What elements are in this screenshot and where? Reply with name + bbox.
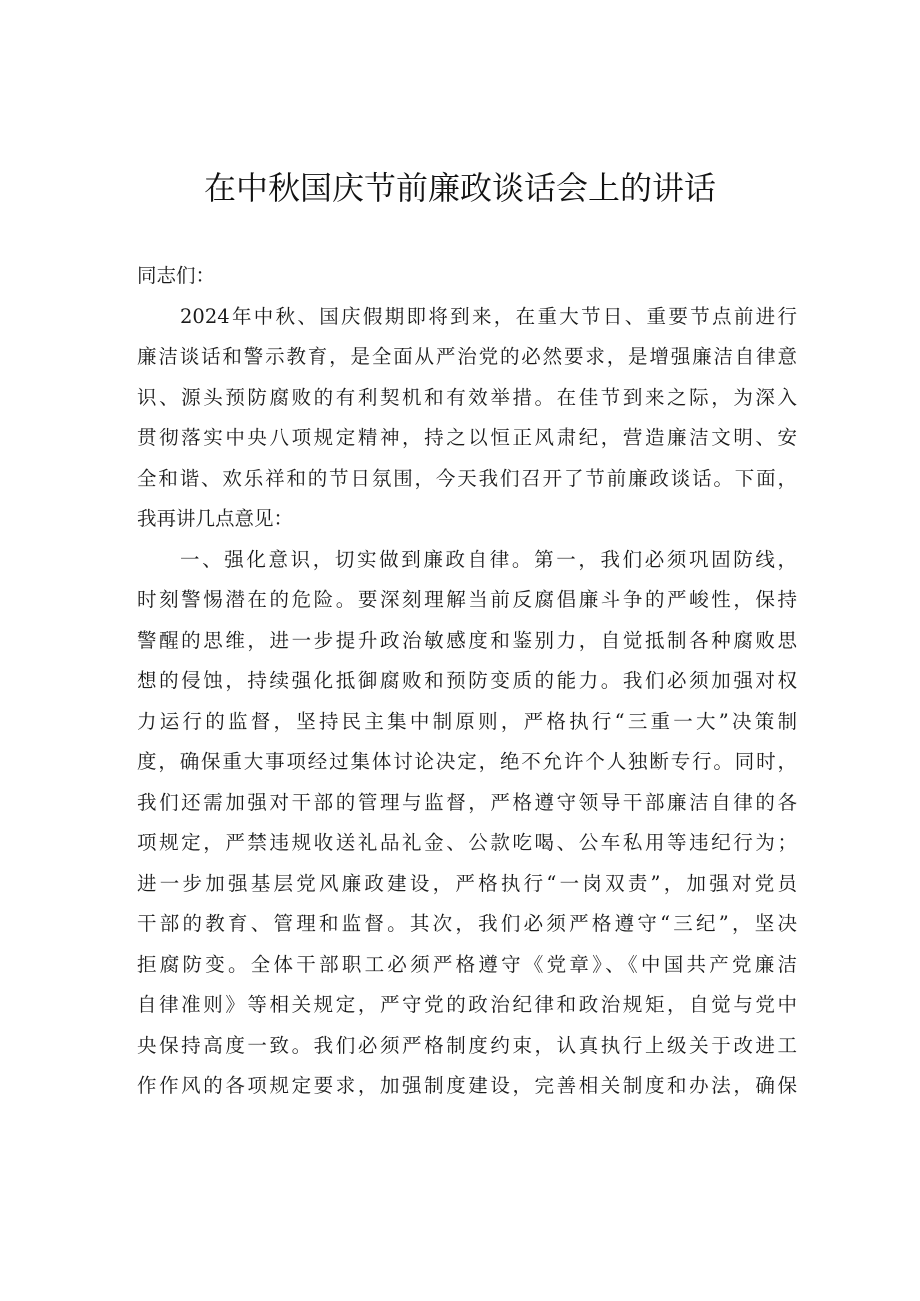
text-line: 识、源头预防腐败的有利契机和有效举措。在佳节到来之际，为深入 (137, 385, 797, 409)
text-line: 全和谐、欢乐祥和的节日氛围，今天我们召开了节前廉政谈话。下面， (137, 466, 797, 490)
text-line: 项规定，严禁违规收送礼品礼金、公款吃喝、公车私用等违纪行为； (137, 831, 797, 854)
text-line: 我再讲几点意见： (137, 507, 294, 530)
text-line: 我们还需加强对干部的管理与监督，严格遵守领导干部廉洁自律的各 (137, 790, 797, 814)
text-line: 力运行的监督，坚持民主集中制原则，严格执行“三重一大”决策制 (137, 709, 797, 733)
text-line: 作作风的各项规定要求，加强制度建设，完善相关制度和办法，确保 (137, 1074, 797, 1097)
text-line: 进一步加强基层党风廉政建设，严格执行“一岗双责”，加强对党员 (137, 871, 797, 895)
text-line: 警醒的思维，进一步提升政治敏感度和鉴别力，自觉抵制各种腐败思 (137, 628, 797, 652)
text-line: 自律准则》等相关规定，严守党的政治纪律和政治规矩，自觉与党中 (137, 993, 797, 1016)
text-line: 度，确保重大事项经过集体讨论决定，绝不允许个人独断专行。同时， (137, 750, 797, 773)
text-line: 贯彻落实中央八项规定精神，持之以恒正风肃纪，营造廉洁文明、安 (137, 426, 797, 449)
text-line: 2024年中秋、国庆假期即将到来，在重大节日、重要节点前进行 (180, 304, 797, 328)
paragraph-section-one (137, 540, 797, 1107)
text-line: 一、强化意识，切实做到廉政自律。第一，我们必须巩固防线， (180, 547, 797, 571)
text-line: 时刻警惕潜在的危险。要深刻理解当前反腐倡廉斗争的严峻性，保持 (137, 588, 797, 611)
text-line: 拒腐防变。全体干部职工必须严格遵守《党章》、《中国共产党廉洁 (137, 952, 797, 976)
paragraph-intro (137, 297, 797, 540)
text-line: 廉洁谈话和警示教育，是全面从严治党的必然要求，是增强廉洁自律意 (137, 345, 797, 368)
document-title: 在中秋国庆节前廉政谈话会上的讲话 (203, 169, 716, 207)
text-line: 央保持高度一致。我们必须严格制度约束，认真执行上级关于改进工 (137, 1033, 797, 1057)
salutation: 同志们： (137, 264, 216, 287)
text-line: 想的侵蚀，持续强化抵御腐败和预防变质的能力。我们必须加强对权 (137, 669, 797, 692)
text-line: 干部的教育、管理和监督。其次，我们必须严格遵守“三纪”，坚决 (137, 912, 797, 935)
document-body (137, 256, 797, 1107)
